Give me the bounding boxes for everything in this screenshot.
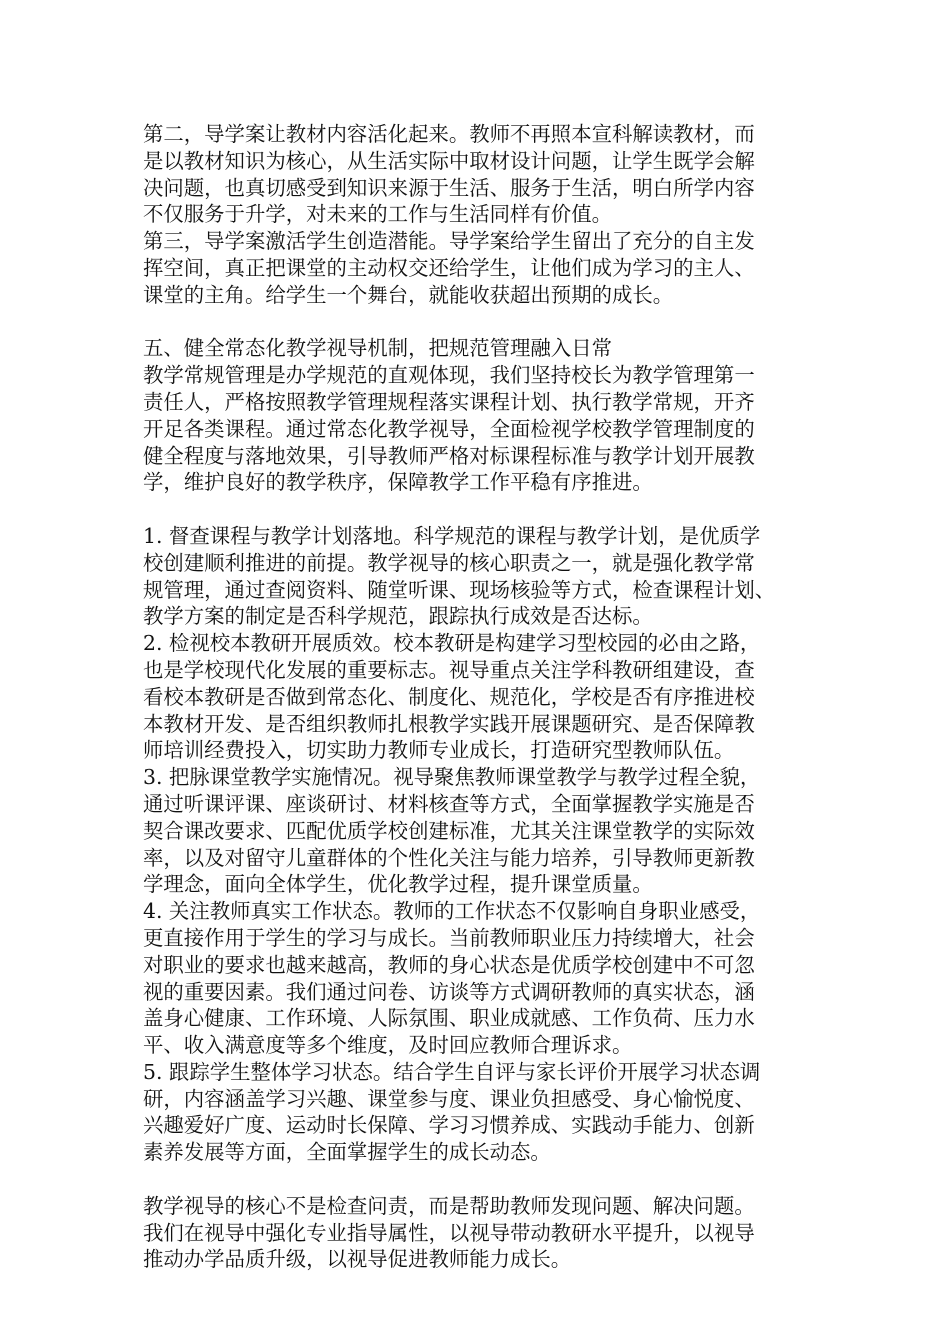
list-item-5: [143, 1059, 825, 1166]
text-line: 2. 检视校本教研开展质效。校本教研是构建学习型校园的必由之路，: [143, 631, 761, 656]
text-line: 看校本教研是否做到常态化、制度化、规范化，学校是否有序推进校: [143, 684, 755, 709]
text-line: 挥空间，真正把课堂的主动权交还给学生，让他们成为学习的主人、: [143, 255, 755, 280]
text-line: 视的重要因素。我们通过问卷、访谈等方式调研教师的真实状态，涵: [143, 979, 755, 1004]
text-line: 教学方案的制定是否科学规范，跟踪执行成效是否达标。: [143, 604, 653, 629]
text-line: 责任人，严格按照教学管理规程落实课程计划、执行教学常规，开齐: [143, 389, 755, 414]
list-item-4: [143, 898, 825, 1059]
text-line: 4. 关注教师真实工作状态。教师的工作状态不仅影响自身职业感受，: [143, 899, 761, 924]
text-line: 3. 把脉课堂教学实施情况。视导聚焦教师课堂教学与教学过程全貌，: [143, 765, 761, 790]
list-item-1: [143, 523, 825, 630]
text-line: 开足各类课程。通过常态化教学视导，全面检视学校教学管理制度的: [143, 416, 755, 441]
text-line: 也是学校现代化发展的重要标志。视导重点关注学科教研组建设，查: [143, 657, 755, 682]
text-line: 5. 跟踪学生整体学习状态。结合学生自评与家长评价开展学习状态调: [143, 1059, 761, 1084]
text-line: 本教材开发、是否组织教师扎根教学实践开展课题研究、是否保障教: [143, 711, 755, 736]
text-line: 是以教材知识为核心，从生活实际中取材设计问题，让学生既学会解: [143, 148, 755, 173]
text-line: 1. 督查课程与教学计划落地。科学规范的课程与教学计划，是优质学: [143, 523, 761, 548]
text-line: 第二，导学案让教材内容活化起来。教师不再照本宣科解读教材，而: [143, 122, 755, 146]
paragraph-closing: [143, 1193, 825, 1273]
list-item-3: [143, 764, 825, 898]
text-line: 推动办学品质升级，以视导促进教师能力成长。: [143, 1247, 572, 1272]
text-line: 课堂的主角。给学生一个舞台，就能收获超出预期的成长。: [143, 282, 674, 307]
text-line: 我们在视导中强化专业指导属性，以视导带动教研水平提升，以视导: [143, 1220, 755, 1245]
text-line: 研，内容涵盖学习兴趣、课堂参与度、课业负担感受、身心愉悦度、: [143, 1086, 755, 1111]
section-heading-5: [143, 335, 825, 362]
text-line: 教学常规管理是办学规范的直观体现，我们坚持校长为教学管理第一: [143, 363, 755, 388]
heading-text: 五、健全常态化教学视导机制，把规范管理融入日常: [143, 336, 612, 361]
text-line: 更直接作用于学生的学习与成长。当前教师职业压力持续增大，社会: [143, 925, 755, 950]
text-line: 不仅服务于升学，对未来的工作与生活同样有价值。: [143, 202, 612, 227]
text-line: 健全程度与落地效果，引导教师严格对标课程标准与教学计划开展教: [143, 443, 755, 468]
text-line: 通过听课评课、座谈研讨、材料核查等方式，全面掌握教学实施是否: [143, 791, 755, 816]
text-line: 教学视导的核心不是检查问责，而是帮助教师发现问题、解决问题。: [143, 1193, 755, 1218]
text-line: 校创建顺利推进的前提。教学视导的核心职责之一，就是强化教学常: [143, 550, 755, 575]
paragraph-spacer: [143, 1166, 825, 1193]
text-line: 盖身心健康、工作环境、人际氛围、职业成就感、工作负荷、压力水: [143, 1006, 755, 1031]
paragraph-creativity: [143, 228, 825, 308]
text-line: 平、收入满意度等多个维度，及时回应教师合理诉求。: [143, 1033, 633, 1058]
text-line: 规管理，通过查阅资料、随堂听课、现场核验等方式，检查课程计划、: [143, 577, 776, 602]
paragraph-teaching-routine: [143, 362, 825, 496]
text-line: 学，维护良好的教学秩序，保障教学工作平稳有序推进。: [143, 470, 653, 495]
list-item-2: [143, 630, 825, 764]
paragraph-spacer: [143, 496, 825, 523]
paragraph-textbook-activation: [143, 121, 825, 228]
paragraph-spacer: [143, 309, 825, 336]
text-line: 师培训经费投入，切实助力教师专业成长，打造研究型教师队伍。: [143, 738, 735, 763]
text-line: 率，以及对留守儿童群体的个性化关注与能力培养，引导教师更新教: [143, 845, 755, 870]
text-line: 素养发展等方面，全面掌握学生的成长动态。: [143, 1140, 551, 1165]
text-line: 兴趣爱好广度、运动时长保障、学习习惯养成、实践动手能力、创新: [143, 1113, 755, 1138]
text-line: 决问题，也真切感受到知识来源于生活、服务于生活，明白所学内容: [143, 175, 755, 200]
text-line: 第三，导学案激活学生创造潜能。导学案给学生留出了充分的自主发: [143, 229, 755, 254]
text-line: 学理念，面向全体学生，优化教学过程，提升课堂质量。: [143, 872, 653, 897]
text-line: 对职业的要求也越来越高，教师的身心状态是优质学校创建中不可忽: [143, 952, 755, 977]
text-line: 契合课改要求、匹配优质学校创建标准，尤其关注课堂教学的实际效: [143, 818, 755, 843]
document-page: [143, 121, 825, 1273]
